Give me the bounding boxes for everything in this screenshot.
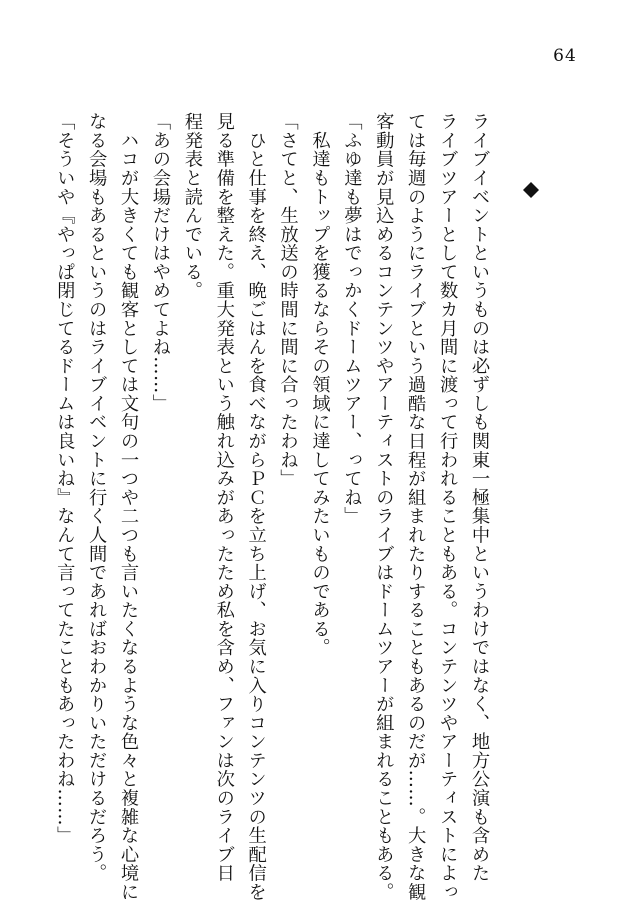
body-text [48,112,495,901]
text-line: ライブツアーとして数カ月間に渡って行われることもある。コンテンツやアーティストによっ [437,112,459,901]
text-line: 程発表と読んでいる。 [181,112,203,300]
page-number: 64 [553,46,577,66]
text-line: 客動員が見込めるコンテンツやアーティストのライブはドームツアーが組まれることもある。 [373,112,395,901]
text-line: 私達もトップを獲るならその領域に達してみたいものである。 [309,112,331,657]
text-line: 「ふゆ達も夢はでっかくドームツアー、ってね」 [341,112,363,526]
text-line: ライブイベントというものは必ずしも関東一極集中というわけではなく、地方公演も含めた [469,112,490,883]
text-line: 「さてと、生放送の時間に間に合ったわね」 [277,112,299,488]
text-line: ひと仕事を終え、晩ごはんを食べながらＰＣを立ち上げ、お気に入りコンテンツの生配信を [245,112,267,901]
text-line: なる会場もあるというのはライブイベントに行く人間であればおわかりいただけるだろう。 [86,112,108,883]
black-diamond-icon [523,182,539,198]
text-line: 見る準備を整えた。重大発表という触れ込みがあったため私を含め、ファンは次のライブ日 [213,112,235,883]
text-line: ハコが大きくても観客としては文句の一つや二つも言いたくなるような色々と複雑な心境に [118,112,140,901]
text-line: 「そういや『やっぱ閉じてるドームは良いね』なんて言ってたこともあったわね……」 [54,112,76,845]
text-line: ては毎週のようにライブという過酷な日程が組まれたりすることもあるのだが……。大きな観 [405,112,427,901]
text-line: 「あの会場だけはやめてよね……」 [149,112,171,413]
